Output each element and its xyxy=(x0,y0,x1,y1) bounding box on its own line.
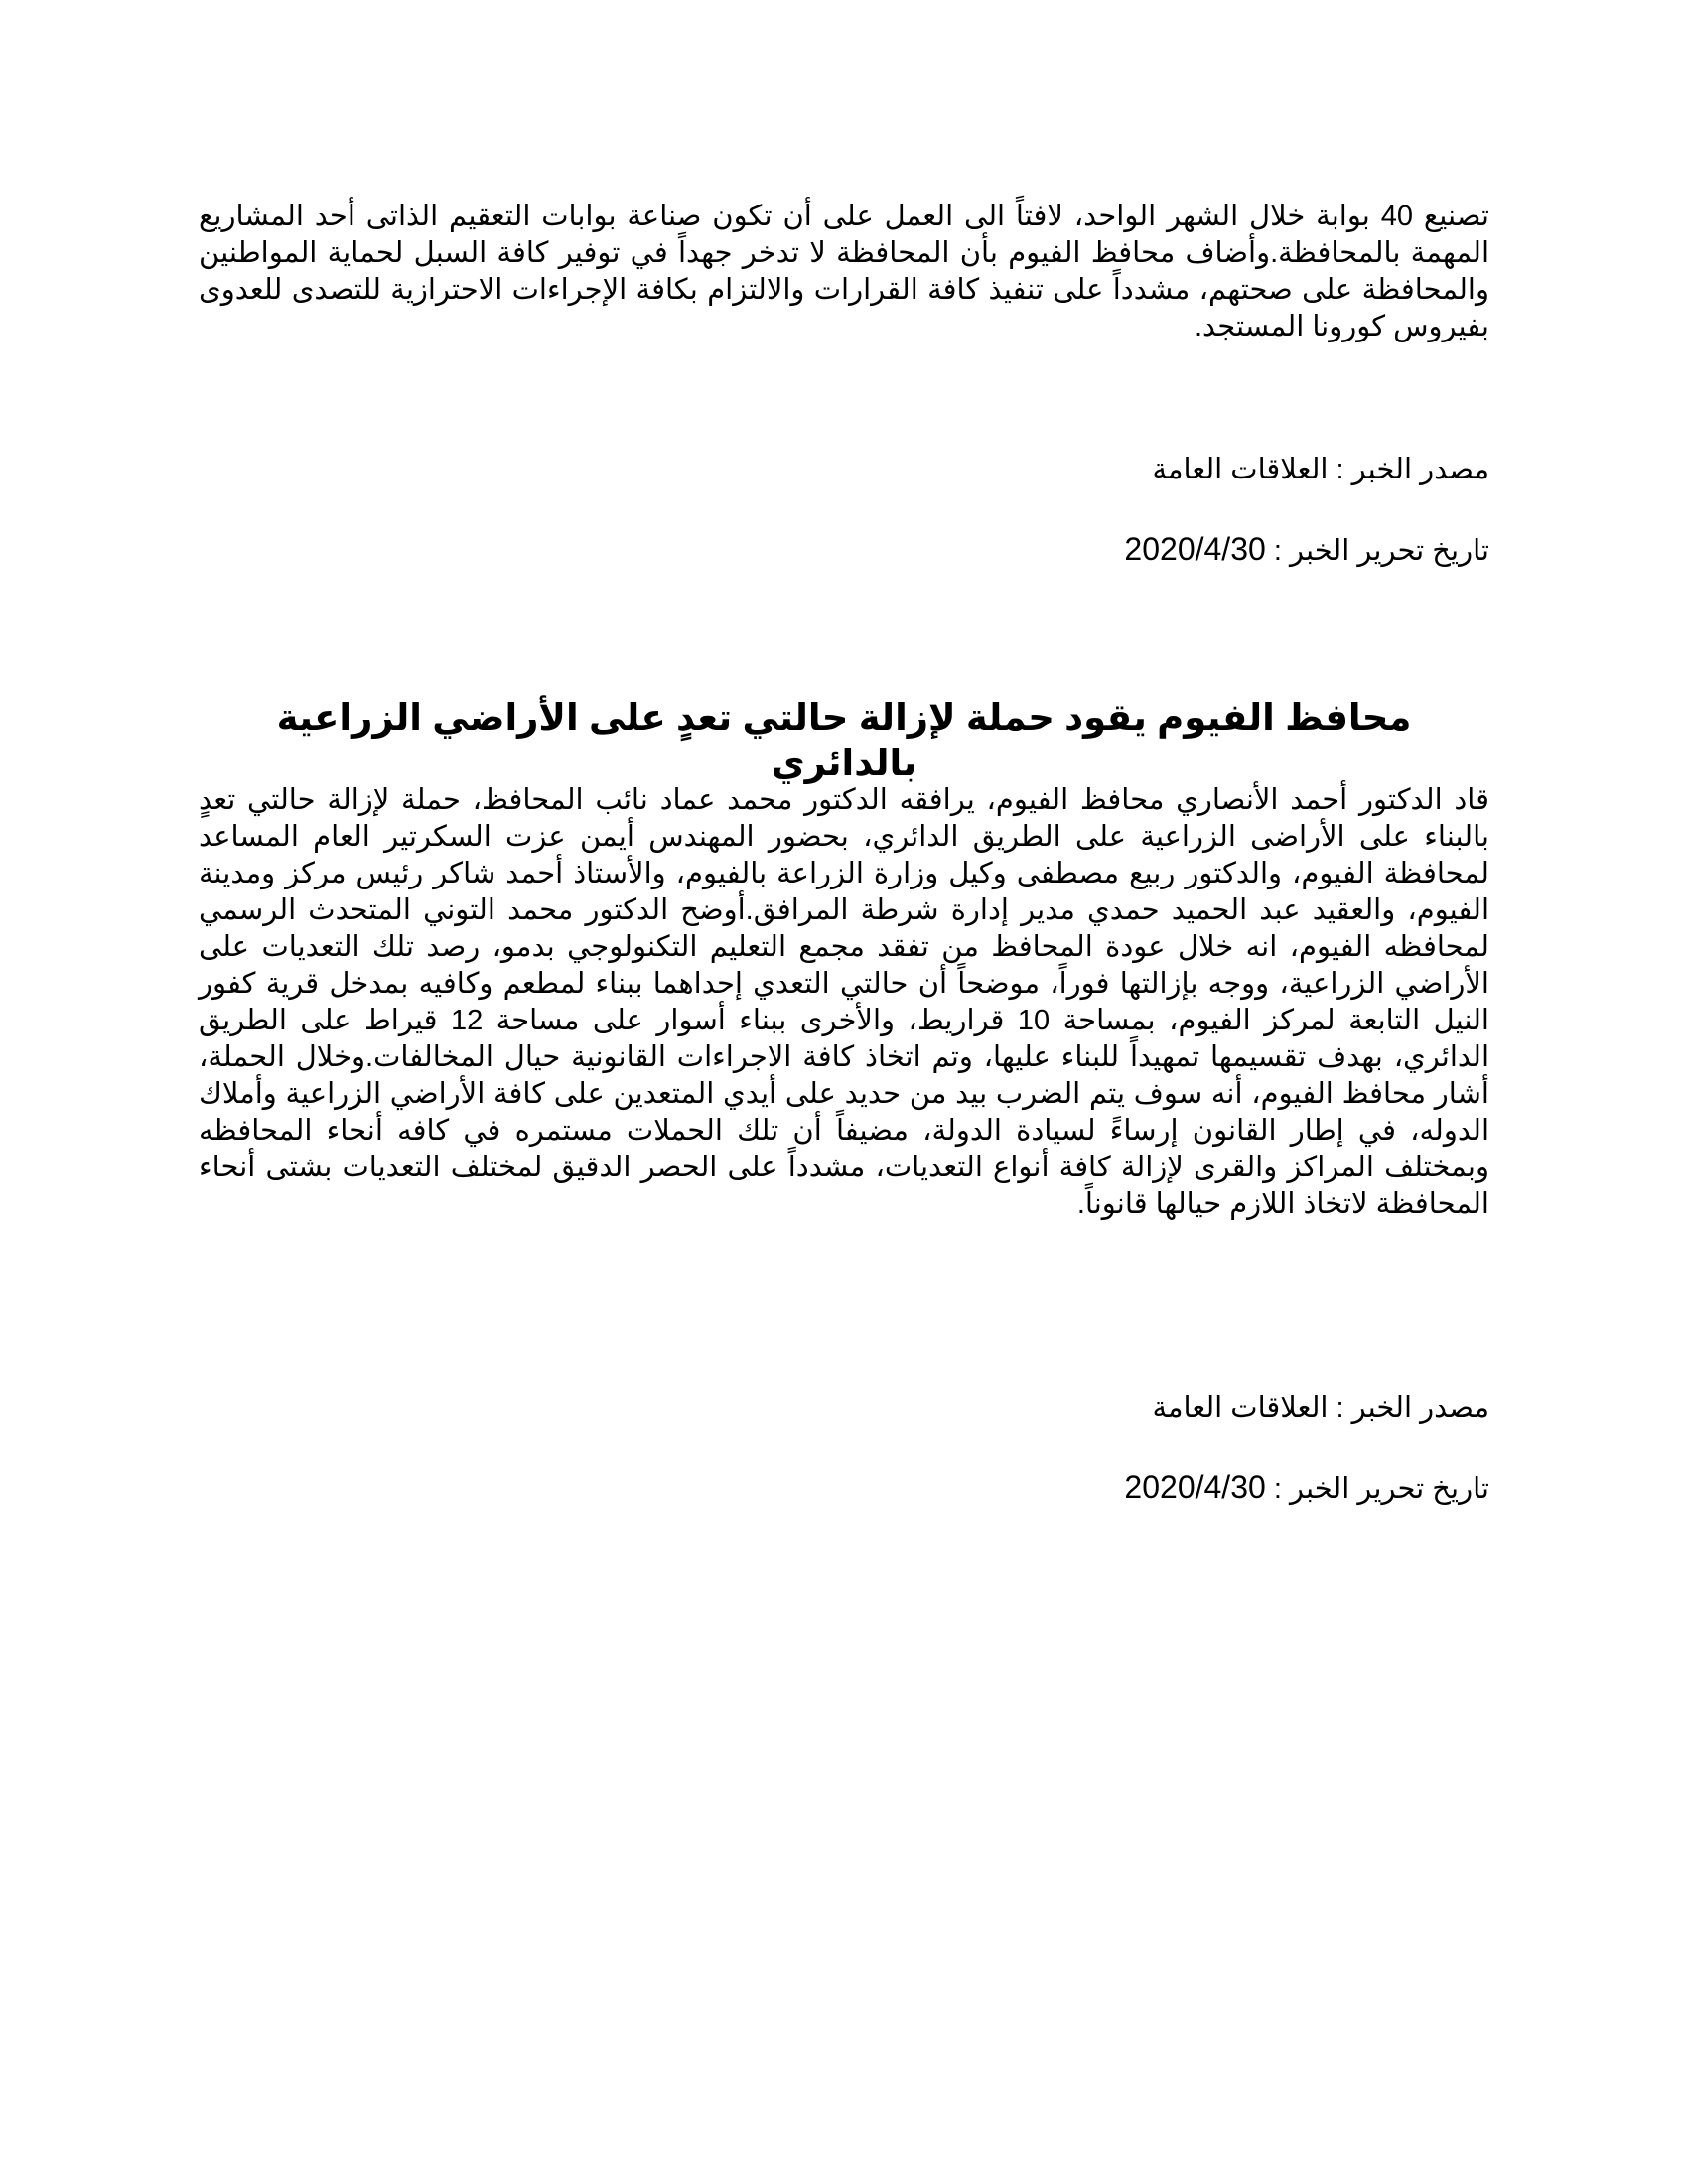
source-value: العلاقات العامة xyxy=(1152,1392,1329,1424)
date-value: 2020/4/30 xyxy=(1124,1469,1266,1505)
article-2-date xyxy=(1124,1469,1489,1508)
article-2-headline: محافظ الفيوم يقود حملة لإزالة حالتي تعدٍ على الأراضي الزراعية بالدائري xyxy=(276,697,1412,783)
article-1-body: تصنيع 40 بوابة خلال الشهر الواحد، لافتاً الى العمل على أن تكون صناعة بوابات التعقيم الذاتى أحد المشاريع المهمة بالمحافظة.وأضاف محافظ الفيوم بأن المحافظة لا تدخر جهداً في توفير كافة السبل لحماية المواطنين والمحافظة على صحتهم، مشدداً على تنفيذ كافة القرارات والالتزام بكافة الإجراءات الاحترازية للتصدى للعدوى بفيروس كورونا المستجد. xyxy=(199,201,1489,342)
source-value: العلاقات العامة xyxy=(1152,454,1329,485)
date-label: تاريخ تحرير الخبر : xyxy=(1265,535,1489,567)
article-2-source xyxy=(1152,1390,1489,1427)
source-label: مصدر الخبر : xyxy=(1328,454,1489,485)
article-1-date xyxy=(1124,531,1489,570)
source-label: مصدر الخبر : xyxy=(1328,1392,1489,1424)
date-value: 2020/4/30 xyxy=(1124,531,1266,567)
article-2-body: قاد الدكتور أحمد الأنصاري محافظ الفيوم، يرافقه الدكتور محمد عماد نائب المحافظ، حملة لإزالة حالتي تعدٍ بالبناء على الأراضى الزراعية على الطريق الدائري، بحضور المهندس أيمن عزت السكرتير العام المساعد لمحافظة الفيوم، والدكتور ربيع مصطفى وكيل وزارة الزراعة بالفيوم، والأستاذ أحمد شاكر رئيس مركز ومدينة الفيوم، والعقيد عبد الحميد حمدي مدير إدارة شرطة المرافق.أوضح الدكتور محمد التوني المتحدث الرسمي لمحافظه الفيوم، انه خلال عودة المحافظ من تفقد مجمع التعليم التكنولوجي بدمو، رصد تلك التعديات على الأراضي الزراعية، ووجه بإزالتها فوراً، موضحاً أن حالتي التعدي إحداهما ببناء لمطعم وكافيه بمدخل قرية كفور النيل التابعة لمركز الفيوم، بمساحة 10 قراريط، والأخرى ببناء أسوار على مساحة 12 قيراط على الطريق الدائري، بهدف تقسيمها تمهيداً للبناء عليها، وتم اتخاذ كافة الاجراءات القانونية حيال المخالفات.وخلال الحملة، أشار محافظ الفيوم، أنه سوف يتم الضرب بيد من حديد على أيدي المتعدين على كافة الأراضي الزراعية وأملاك الدوله، في إطار القانون إرساءً لسيادة الدولة، مضيفاً أن تلك الحملات مستمره في كافه أنحاء المحافظه وبمختلف المراكز والقرى لإزالة كافة أنواع التعديات، مشدداً على الحصر الدقيق لمختلف التعديات بشتى أنحاء المحافظة لاتخاذ اللازم حيالها قانوناً. xyxy=(199,784,1489,1220)
date-label: تاريخ تحرير الخبر : xyxy=(1265,1473,1489,1505)
article-1-source xyxy=(1152,452,1489,488)
